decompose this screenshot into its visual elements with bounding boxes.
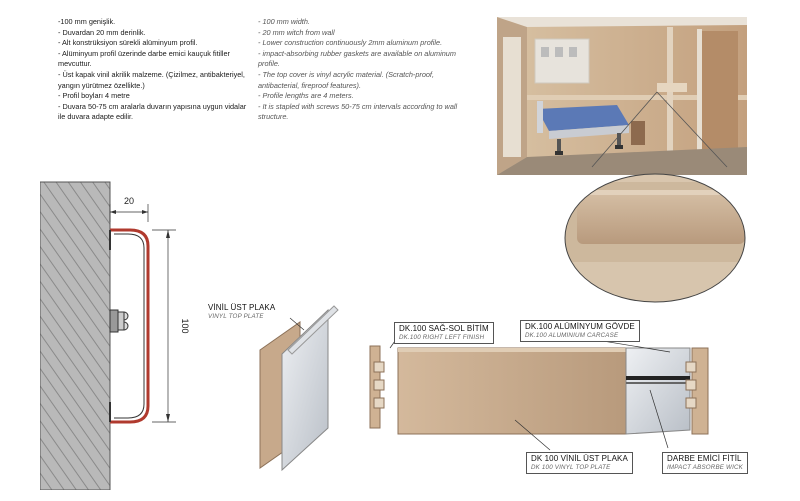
label-vinyl-top-plate xyxy=(208,303,275,321)
label-tr: DK.100 SAĞ-SOL BİTİM xyxy=(399,324,489,333)
dimension-depth-label: 20 xyxy=(123,196,135,206)
hospital-room-photo xyxy=(497,17,747,175)
spec-tr-line: - Duvardan 20 mm derinlik. xyxy=(58,27,146,37)
label-en: DK 100 VINYL TOP PLATE xyxy=(531,464,611,471)
spec-tr-line: - Duvara 50-75 cm aralarla duvarın yapısına uygun vidalar ile duvara adapte edilir. xyxy=(58,101,249,122)
zoom-detail-circle xyxy=(563,172,747,304)
spec-en-line: - 100 mm width. xyxy=(258,17,310,26)
spec-en-line: - Lower construction continuously 2mm aluminum profile. xyxy=(258,38,443,48)
spec-tr-line: - Alt konstrüksiyon sürekli alüminyum profil. xyxy=(58,38,198,48)
spec-tr-line: - Profil boyları 4 metre xyxy=(58,91,130,101)
label-tr: VİNİL ÜST PLAKA xyxy=(208,303,276,312)
dimension-height-label: 100 xyxy=(180,318,190,334)
label-en: IMPACT ABSORBE WICK xyxy=(667,464,743,471)
spec-tr-line: - Üst kapak vinil akrilik malzeme. (Çizilmez, antibakteriyel, yangın yürütmez özellikte.) xyxy=(58,69,247,90)
spec-tr-line: - Alüminyum profil üzerinde darbe emici kauçuk fitiller mevcuttur. xyxy=(58,48,232,69)
label-impact-wick xyxy=(662,452,748,474)
spec-en-line: - Profile lengths are 4 meters. xyxy=(258,91,354,101)
label-tr: DARBE EMİCİ FİTİL xyxy=(667,454,742,463)
label-en: DK.100 RIGHT LEFT FINISH xyxy=(399,334,485,341)
spec-en-line: - The top cover is vinyl acrylic material. (Scratch-proof, antibacterial, fireproof features). xyxy=(258,69,437,90)
wall-hatch xyxy=(40,182,110,490)
spec-en-line: - It is stapled with screws 50-75 cm intervals according to wall structure. xyxy=(258,101,460,122)
label-aluminium-carcase xyxy=(520,320,640,342)
spec-tr-line: -100 mm genişlik. xyxy=(58,17,116,26)
label-tr: DK 100 VİNİL ÜST PLAKA xyxy=(531,454,628,463)
label-en: VINYL TOP PLATE xyxy=(208,313,264,320)
cross-section-drawing xyxy=(40,160,240,490)
label-end-cap xyxy=(394,322,494,344)
spec-text-english xyxy=(258,17,468,123)
spec-text-turkish xyxy=(58,17,248,123)
spec-en-line: - 20 mm witch from wall xyxy=(258,27,335,37)
label-tr: DK.100 ALÜMİNYUM GÖVDE xyxy=(525,322,635,331)
label-en: DK.100 ALUMINIUM CARCASE xyxy=(525,332,619,339)
label-dk-vinyl-top-plate xyxy=(526,452,633,474)
spec-en-line: - impact-absorbing rubber gaskets are available on aluminum profile. xyxy=(258,48,458,69)
